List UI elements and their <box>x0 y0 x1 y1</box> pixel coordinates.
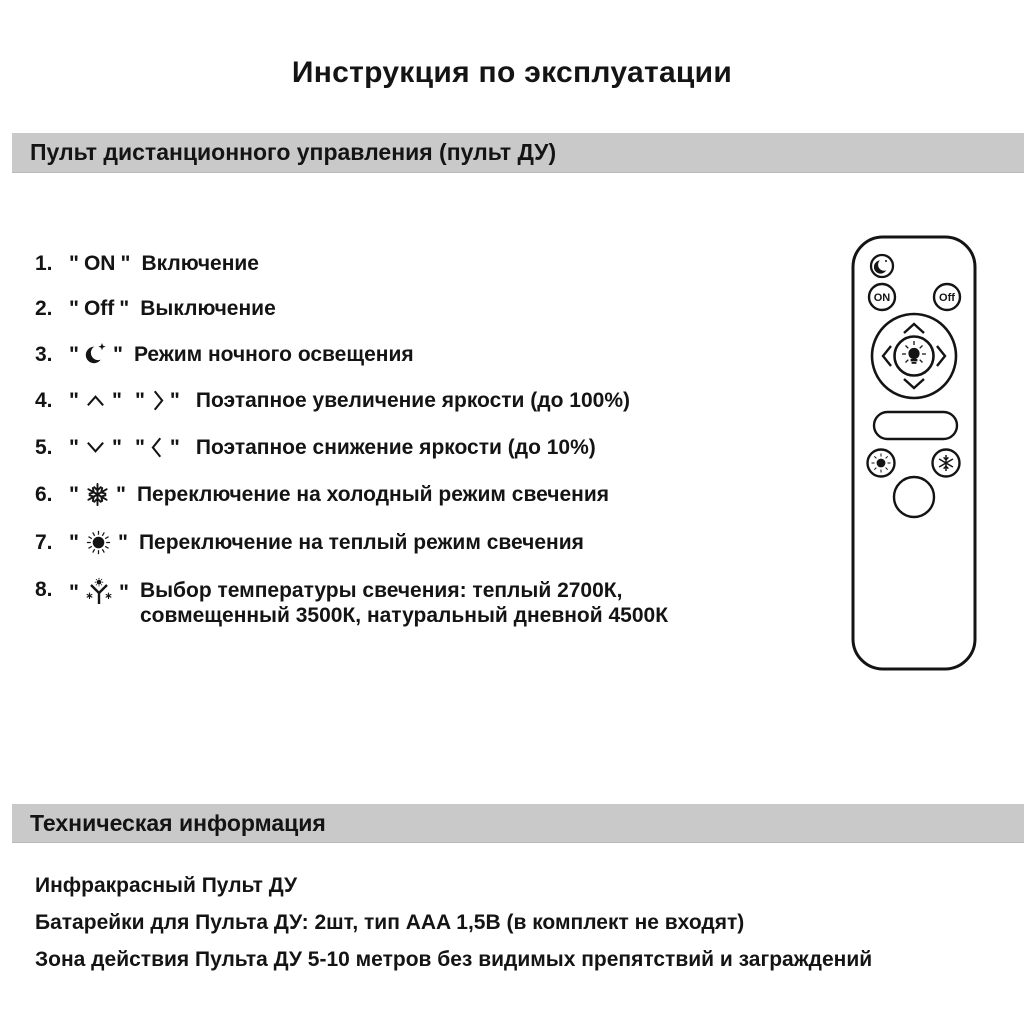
item-text: Выключение <box>140 297 276 320</box>
page-title: Инструкция по эксплуатации <box>291 56 733 89</box>
off-label: Off <box>83 297 115 320</box>
quoted-label-on <box>65 252 134 275</box>
temperature-select-icon <box>85 578 113 606</box>
item-text: Режим ночного освещения <box>133 342 414 366</box>
item-text: Включение <box>141 252 259 275</box>
tech-line-range: Зона действия Пульта ДУ 5-10 метров без видимых препятствий и заграждений <box>35 948 873 971</box>
moon-star-dot <box>885 260 887 262</box>
item-number: 4. <box>35 389 53 412</box>
warm-mode-button <box>868 450 895 477</box>
quote-mark: " <box>69 297 79 320</box>
quote-mark: " <box>69 252 79 275</box>
chevron-left-icon <box>151 435 164 460</box>
quote-mark: " <box>115 483 126 506</box>
quote-mark: " <box>169 436 180 459</box>
item-text <box>140 578 668 628</box>
remote-control-illustration <box>851 235 977 671</box>
quote-mark: " <box>134 436 145 459</box>
sun-icon <box>85 529 112 556</box>
instruction-item-2 <box>35 297 835 320</box>
instruction-item-1 <box>35 252 835 275</box>
item-text-line-2: совмещенный 3500К, натуральный дневной 4500К <box>139 604 669 627</box>
item-text: Переключение на холодный режим свечения <box>136 483 609 506</box>
section-header-tech-label: Техническая информация <box>30 809 326 836</box>
item-text: Переключение на теплый режим свечения <box>138 531 584 554</box>
section-header-remote-label: Пульт дистанционного управления (пульт ДУ) <box>30 139 557 165</box>
quote-mark: " <box>169 389 180 412</box>
chevron-up-icon <box>85 393 106 408</box>
item-number: 3. <box>35 342 53 366</box>
item-number: 8. <box>35 578 53 601</box>
quote-mark: " <box>69 342 79 366</box>
tech-line-remote-type: Инфракрасный Пульт ДУ <box>35 874 298 897</box>
on-button-label: ON <box>873 292 891 304</box>
moon-icon <box>85 342 107 366</box>
quote-mark: " <box>111 436 122 459</box>
quote-mark: " <box>69 531 79 554</box>
item-number: 7. <box>35 531 53 554</box>
quote-mark: " <box>111 389 122 412</box>
chevron-down-icon <box>85 440 106 455</box>
section-header-tech <box>12 804 1024 843</box>
chevron-right-icon <box>151 388 164 413</box>
item-text: Поэтапное снижение яркости (до 10%) <box>195 436 596 459</box>
quote-mark: " <box>117 531 128 554</box>
snowflake-icon <box>85 482 110 507</box>
instruction-item-8 <box>35 578 835 628</box>
instruction-list <box>35 252 835 650</box>
instruction-item-7 <box>35 529 835 556</box>
quote-mark: " <box>69 580 79 604</box>
item-number: 1. <box>35 252 53 275</box>
tech-line-batteries: Батарейки для Пульта ДУ: 2шт, тип AAA 1,5В (в комплект не входят) <box>35 911 745 934</box>
instruction-item-5 <box>35 435 835 460</box>
icon-segment <box>65 578 133 606</box>
quote-mark: " <box>69 389 79 412</box>
quote-mark: " <box>69 436 79 459</box>
instruction-item-6 <box>35 482 835 507</box>
quote-mark: " <box>69 483 79 506</box>
quote-mark: " <box>118 580 129 604</box>
item-number: 5. <box>35 436 53 459</box>
instruction-item-3 <box>35 342 835 366</box>
item-number: 6. <box>35 483 53 506</box>
instruction-item-4 <box>35 388 835 413</box>
icon-segment <box>131 388 184 413</box>
icon-segment <box>65 436 126 459</box>
icon-segment <box>65 342 127 366</box>
quote-mark: " <box>112 342 123 366</box>
quoted-label-off <box>65 297 133 320</box>
item-text: Поэтапное увеличение яркости (до 100%) <box>195 389 630 412</box>
icon-segment <box>65 529 132 556</box>
item-text-line-1: Выбор температуры свечения: теплый 2700К, <box>139 579 623 602</box>
quote-mark: " <box>120 252 131 275</box>
off-button-label: Off <box>939 292 955 304</box>
icon-segment <box>131 435 184 460</box>
tech-info <box>35 874 872 985</box>
on-label: ON <box>83 252 116 275</box>
section-header-remote <box>12 133 1024 173</box>
item-number: 2. <box>35 297 53 320</box>
quote-mark: " <box>134 389 145 412</box>
quote-mark: " <box>119 297 130 320</box>
icon-segment <box>65 482 130 507</box>
icon-segment <box>65 389 126 412</box>
